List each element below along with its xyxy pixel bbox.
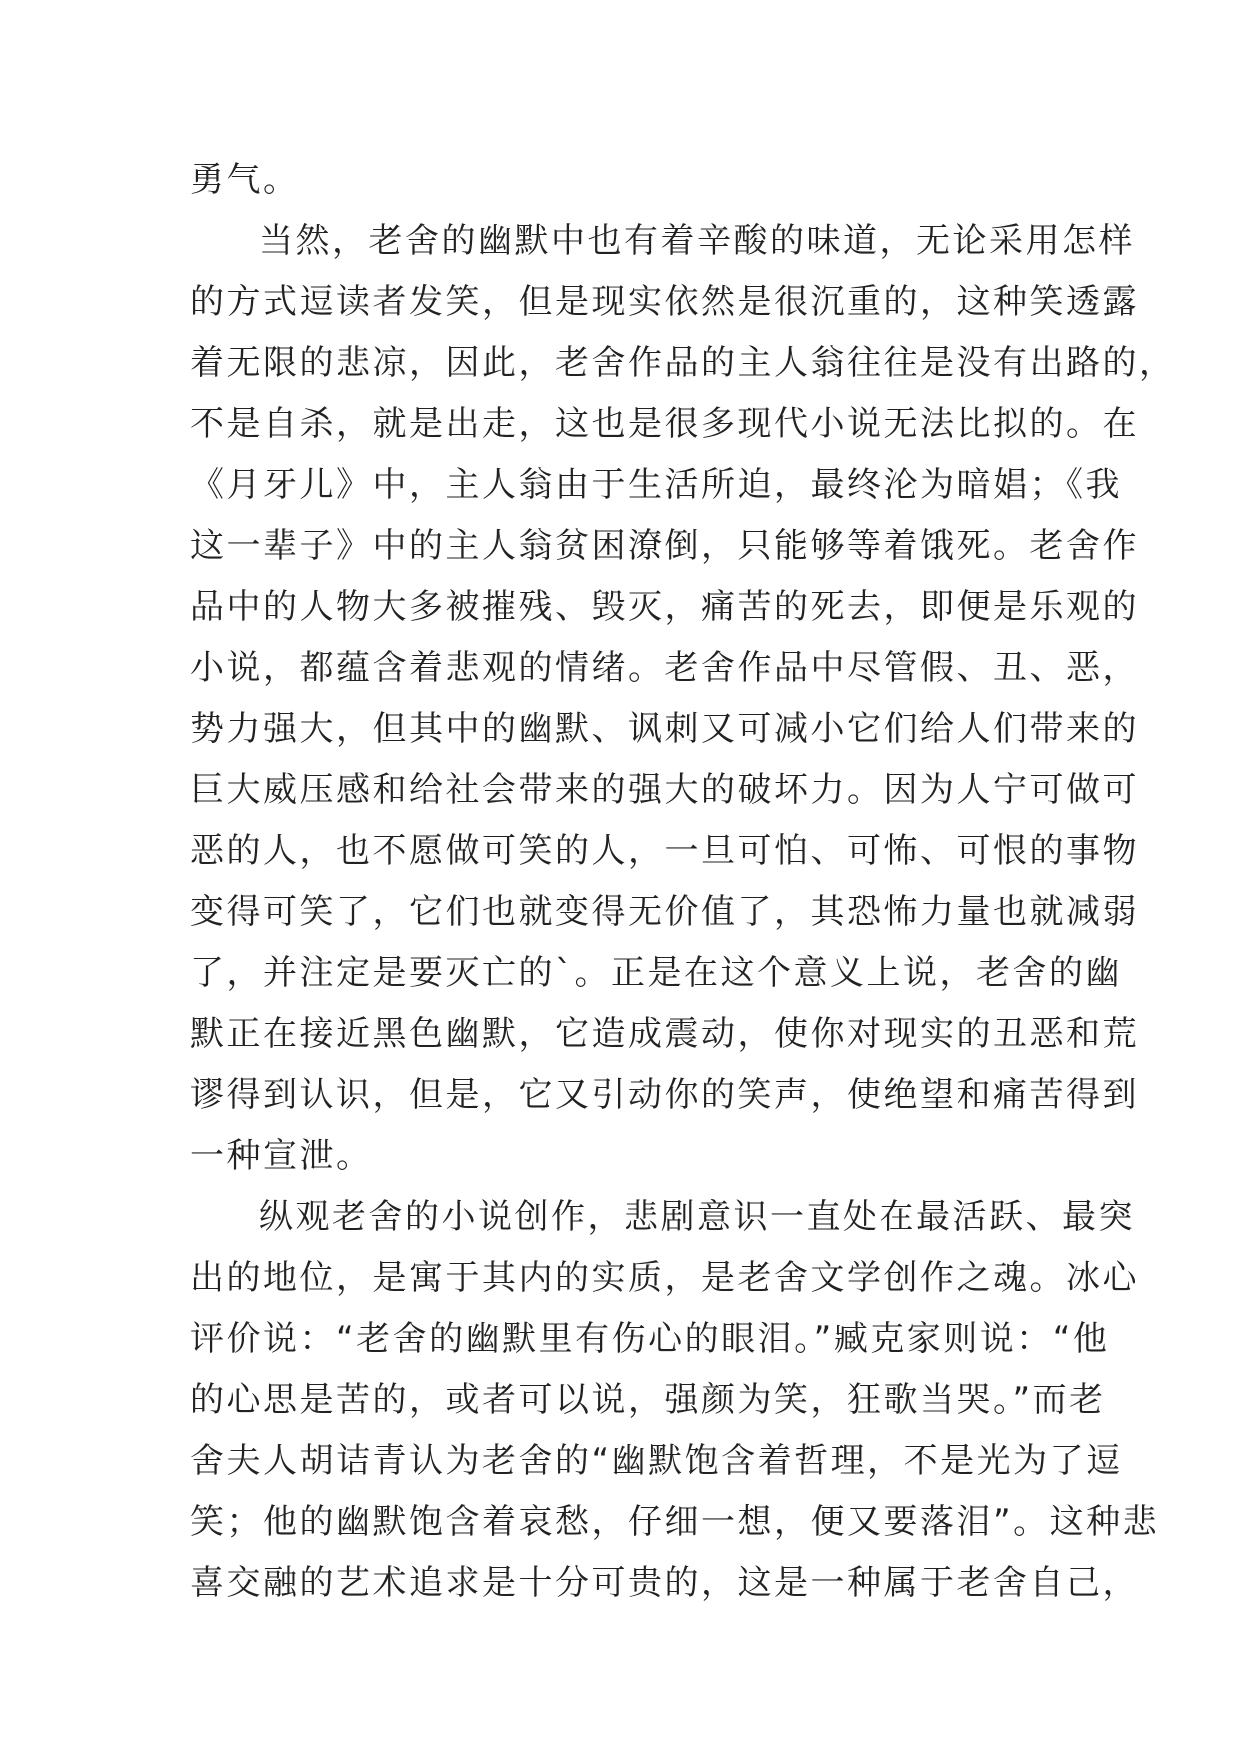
text-line: 一种宣泄。 — [190, 1136, 373, 1176]
text-line: 这一辈子》中的主人翁贫困潦倒，只能够等着饿死。老舍作 — [190, 526, 1139, 566]
text-line: 的心思是苦的，或者可以说，强颜为笑，狂歌当哭。”而老 — [190, 1380, 1106, 1420]
body-text — [190, 150, 1176, 1614]
text-line: 品中的人物大多被摧残、毁灭，痛苦的死去，即便是乐观的 — [190, 587, 1139, 627]
text-line: 着无限的悲凉，因此，老舍作品的主人翁往往是没有出路的， — [190, 343, 1176, 383]
text-line: 默正在接近黑色幽默，它造成震动，使你对现实的丑恶和荒 — [190, 1014, 1139, 1054]
text-line: 不是自杀，就是出走，这也是很多现代小说无法比拟的。在 — [190, 404, 1139, 444]
text-line: 《月牙儿》中，主人翁由于生活所迫，最终沦为暗娼；《我 — [190, 465, 1122, 505]
text-line: 评价说：“老舍的幽默里有伤心的眼泪。”臧克家则说：“他 — [190, 1319, 1110, 1359]
text-line: 变得可笑了，它们也就变得无价值了，其恐怖力量也就减弱 — [190, 892, 1139, 932]
text-line: 勇气。 — [190, 160, 300, 200]
text-line: 喜交融的艺术追求是十分可贵的，这是一种属于老舍自己， — [190, 1563, 1139, 1603]
paragraph-first-line: 纵观老舍的小说创作，悲剧意识一直处在最活跃、最突 — [259, 1197, 1135, 1237]
text-line: 谬得到认识，但是，它又引动你的笑声，使绝望和痛苦得到 — [190, 1075, 1139, 1115]
text-line: 的方式逗读者发笑，但是现实依然是很沉重的，这种笑透露 — [190, 282, 1139, 322]
text-line: 舍夫人胡诘青认为老舍的“幽默饱含着哲理，不是光为了逗 — [190, 1441, 1123, 1481]
text-line: 势力强大，但其中的幽默、讽刺又可减小它们给人们带来的 — [190, 709, 1139, 749]
text-line: 恶的人，也不愿做可笑的人，一旦可怕、可怖、可恨的事物 — [190, 831, 1139, 871]
text-line: 小说，都蕴含着悲观的情绪。老舍作品中尽管假、丑、恶， — [190, 648, 1139, 688]
text-line: 出的地位，是寓于其内的实质，是老舍文学创作之魂。冰心 — [190, 1258, 1139, 1298]
text-line: 巨大威压感和给社会带来的强大的破坏力。因为人宁可做可 — [190, 770, 1139, 810]
text-line: 笑；他的幽默饱含着哀愁，仔细一想，便又要落泪”。这种悲 — [190, 1502, 1160, 1542]
text-line: 了，并注定是要灭亡的`。正是在这个意义上说，老舍的幽 — [190, 953, 1122, 993]
paragraph-first-line: 当然，老舍的幽默中也有着辛酸的味道，无论采用怎样 — [259, 221, 1135, 261]
